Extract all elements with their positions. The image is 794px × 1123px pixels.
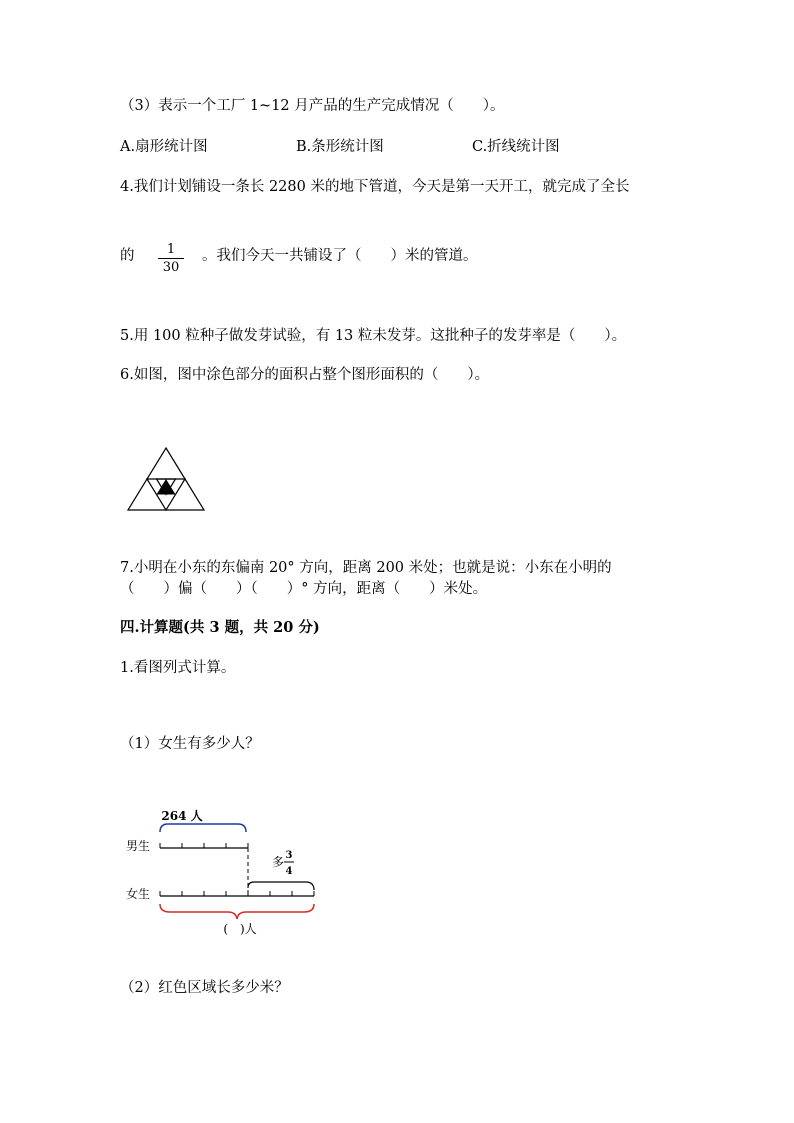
q4-text-post: 。我们今天一共铺设了（ ）米的管道。	[202, 248, 478, 264]
q4-fraction	[158, 242, 184, 275]
q3-option-c: C.折线统计图	[472, 139, 560, 155]
q4-fraction-bar	[158, 258, 184, 259]
q4-fraction-denominator: 30	[162, 260, 180, 275]
shaded-triangle	[157, 479, 176, 495]
bottom-brace	[160, 904, 314, 919]
q4-fraction-numerator: 1	[166, 242, 176, 257]
q7-text-line2: （ ）偏（ ）（ ）° 方向，距离（ ）米处。	[120, 581, 488, 597]
q3-option-a: A.扇形统计图	[120, 139, 208, 155]
s4-q1-sub2-text: （2）红色区域长多少米？	[120, 980, 289, 996]
boys-label: 男生	[126, 839, 151, 853]
s4-q1-text: 1.看图列式计算。	[120, 660, 236, 676]
more-frac-den: 4	[285, 866, 293, 877]
q4-text-pre: 的	[120, 248, 135, 264]
q3-sub3-text: （3）表示一个工厂 1~12 月产品的生产完成情况（ ）。	[120, 98, 505, 114]
top-label: 264 人	[161, 809, 203, 823]
more-brace	[248, 882, 314, 890]
top-brace	[160, 824, 246, 832]
q5-text: 5.用 100 粒种子做发芽试验，有 13 粒未发芽。这批种子的发芽率是（ ）。	[120, 328, 627, 344]
line-segment-diagram	[120, 800, 330, 940]
s4-q1-sub1-text: （1）女生有多少人？	[120, 736, 260, 752]
more-frac-num: 3	[285, 850, 293, 861]
q7-text-line1: 7.小明在小东的东偏南 20° 方向，距离 200 米处；也就是说：小东在小明的	[120, 560, 612, 576]
section4-title: 四.计算题(共 3 题，共 20 分)	[120, 619, 320, 636]
q6-text: 6.如图，图中涂色部分的面积占整个图形面积的（ ）。	[120, 367, 490, 383]
girls-label: 女生	[126, 887, 151, 901]
q3-option-b: B.条形统计图	[296, 139, 384, 155]
more-label: 多	[272, 855, 285, 869]
bottom-label: ( )人	[223, 922, 257, 936]
q4-text-line1: 4.我们计划铺设一条长 2280 米的地下管道，今天是第一天开工，就完成了全长	[120, 179, 630, 195]
triangle-figure	[126, 446, 206, 512]
